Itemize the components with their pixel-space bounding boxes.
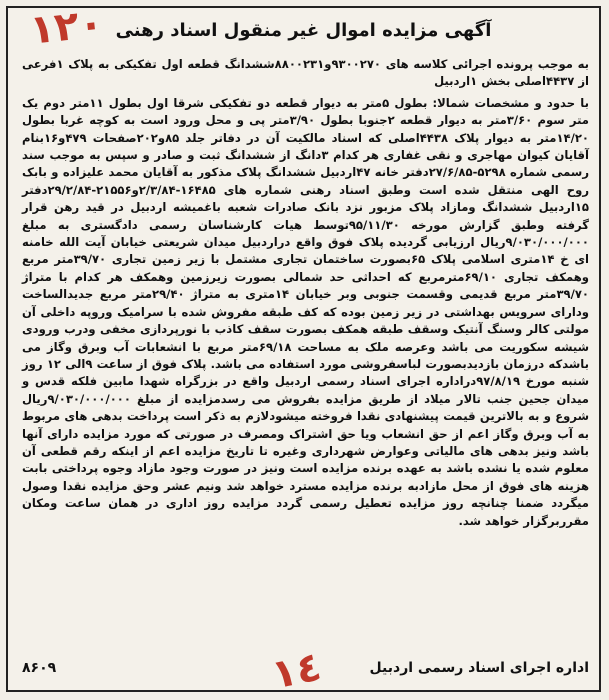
notice-paragraph-details: با حدود و مشخصات شمالا: بطول ۵متر به دیوار قطعه دو تفکیکی شرقا اول بطول ۱۱متر دوم یک متر سوم ۳/۶۰متر به دیوار قطعه ۲جنوبا بطول ۳/۹۰متر پی و محل ورود است به کوچه غربا بطول ۱۴/۲۰متر به دیوار پلاک ۴۴۳۸اصلی که اسناد مالکیت آن در دفاتر جلد ۸۵و۲۰۲صفحات ۴۷۹و۱۶بنام آقایان کیوان مهاجری و نقی غفاری هر کدام ۳دانگ از ششدانگ ثبت و صادر و سپس به موجب سند رسمی شماره ۵۲۹۸-۲۷/۶/۸۵دفتر خانه ۴۷اردبیل ششدانگ پلاک مذکور به آقایان محمد علیزاده و بابک روح الهی منتقل شده است وطبق اسناد رهنی شماره های ۱۶۴۸۵-۲/۳/۸۴و۲۱۵۵۶-۲۹/۲/۸۴دفتر ۱۵اردبیل ششدانگ ومازاد پلاک مزبور نزد بانک صادرات شعبه باغمیشه اردبیل در قید رهن قرار گرفته وطبق گزارش مورخه ۹۵/۱۱/۳۰توسط هیات کارشناسان رسمی دادگستری به مبلغ ۹/۰۳۰/۰۰۰/۰۰۰ریال ارزیابی گردیده پلاک فوق واقع دراردبیل میدان شریعتی خیابان آیت الله خامنه ای خ ۱۴متری اسلامی پلاک ۶۵بصورت ساختمان تجاری مشتمل با زیر زمین تجاری ۳۹/۷۰متر مربع وهمکف تجاری ۶۹/۱۰مترمربع که احداثی حد شمالی بصورت زیرزمین وهمکف هر کدام با متراژ ۳۹/۷۰متر مربع قدیمی وقسمت جنوبی وبر خیابان ۱۴متری به متراژ ۲۹/۴۰متر مربع جدیدالساخت ودارای سرویس بهداشتی در زیر زمین بوده که کف طبقه مفروش شده با سرامیک وروپه داخلی آن مولتی کالر وسنگ آنتیک وسقف طبقه همکف بصورت سقف کاذب با نورپردازی مخفی ودرب ورودی شیشه سکوریت می باشد وعرصه ملک به مساحت ۶۹/۱۸متر مربع با انشعابات آب وبرق وگاز می باشدکه درزمان بازدیدبصورت لباسفروشی مورد استفاده می باشد. پلاک فوق از ساعت ۹الی ۱۲ روز شنبه مورخ ۹۷/۸/۱۹دراداره اجرای اسناد رسمی اردبیل واقع در بزرگراه شهدا مابین فلکه قدس و میدان جحین جنب تالار میلاد از طریق مزایده بفروش می رسدمزایده از مبلغ ۹/۰۳۰/۰۰۰/۰۰۰ریال شروع و به بالاترین قیمت پیشنهادی نقدا فروخته میشودلازم به ذکر است پرداخت بدهی های مربوط به آب وبرق وگاز اعم از حق انشعاب ویا حق اشتراک ومصرف در صورتی که مورد مزایده دارای آنها باشد ونیز بدهی های مالیاتی وعوارض شهرداری وغیره تا تاریخ مزایده اعم از اینکه رقم قطعی آن معلوم شده یا نشده باشد به عهده برنده مزایده است ونیز در صورت وجود مازاد وجوه پرداختی بابت هزینه های فوق از محل مازادبه برنده مزایده مسترد خواهد شد ونیم عشر وحق مزایده نقدا وصول میگردد ضمنا چنانچه روز مزایده تعطیل رسمی گردد مزایده روز اداری در همان ساعت ومکان مقرربرگزار خواهد شد. (22, 95, 590, 528)
notice-paragraph-intro: به موجب پرونده اجرائی کلاسه های ۹۳۰۰۲۷۰و۸۸۰۰۲۳۱ششدانگ قطعه اول تفکیکی به پلاک ۱فرعی از ۴۴۳۷اصلی بخش ۱اردبیل (22, 57, 589, 89)
notice-code: ۸۶۰۹ (22, 660, 57, 676)
handwritten-mark: ١٤ (267, 643, 326, 699)
notice-sheet (6, 0, 601, 692)
handwritten-number: ١٢٠ (27, 0, 106, 54)
notice-body (22, 56, 589, 534)
issuing-office: اداره اجرای اسناد رسمی اردبیل (369, 660, 589, 676)
notice-title: آگهی مزایده اموال غیر منقول اسناد رهنی (115, 20, 492, 41)
